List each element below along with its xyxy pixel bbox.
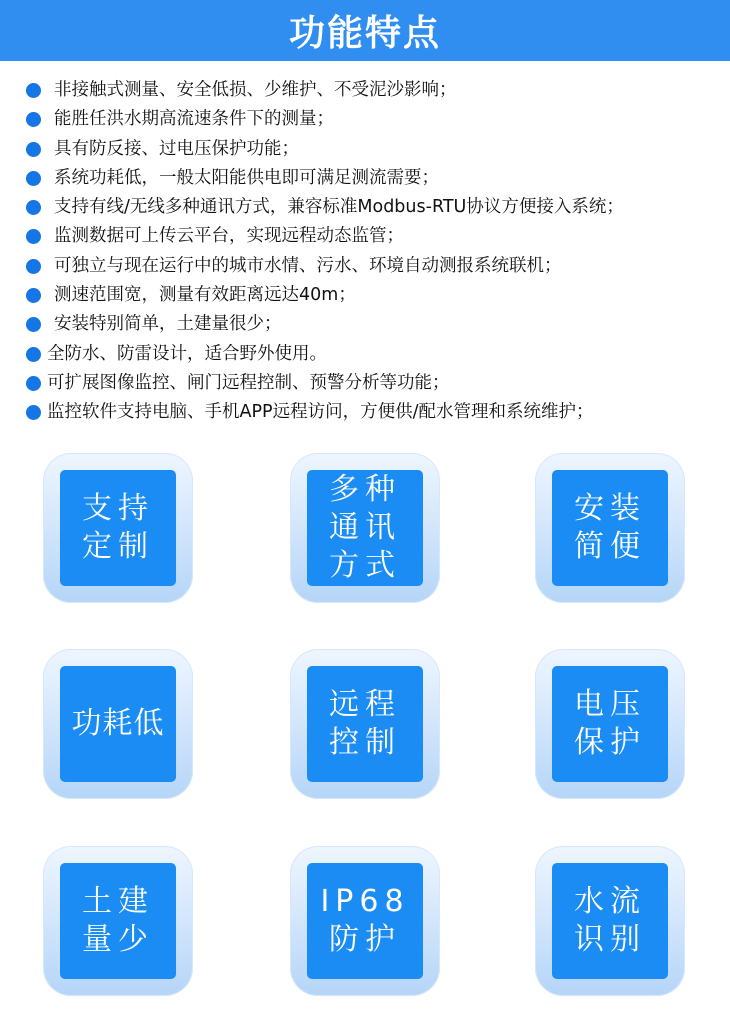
- feature-tile-voltage-protection: [535, 649, 685, 799]
- tile-label: 土建 量少: [82, 884, 154, 957]
- feature-text: 系统功耗低，一般太阳能供电即可满足测流需要；: [54, 167, 439, 188]
- tile-label: 水流 识别: [574, 884, 646, 957]
- bullet-icon: [26, 405, 41, 420]
- feature-item: [0, 369, 730, 398]
- feature-item: [0, 340, 730, 369]
- feature-tile-civil-works: [43, 846, 193, 996]
- feature-item: [0, 310, 730, 339]
- bullet-icon: [26, 347, 41, 362]
- tile-label: 支持 定制: [82, 491, 154, 564]
- bullet-icon: [26, 83, 41, 98]
- tile-label: 功耗低: [71, 706, 165, 741]
- feature-text: 安装特别简单，土建量很少；: [54, 314, 282, 335]
- bullet-icon: [26, 200, 41, 215]
- bullet-icon: [26, 317, 41, 332]
- feature-text: 可独立与现在运行中的城市水情、污水、环境自动测报系统联机；: [54, 255, 562, 276]
- feature-item: [0, 222, 730, 251]
- feature-item: [0, 164, 730, 193]
- tile-label: IP68 防护: [320, 884, 410, 957]
- feature-text: 监测数据可上传云平台，实现远程动态监管；: [54, 226, 404, 247]
- feature-text: 支持有线/无线多种通讯方式，兼容标准Modbus-RTU协议方便接入系统；: [54, 197, 624, 218]
- tile-label: 安装 简便: [574, 491, 646, 564]
- bullet-icon: [26, 229, 41, 244]
- tile-label: 电压 保护: [574, 687, 646, 760]
- feature-item: [0, 76, 730, 105]
- bullet-icon: [26, 142, 41, 157]
- feature-item: [0, 193, 730, 222]
- feature-tile-custom: [43, 453, 193, 603]
- feature-item: [0, 135, 730, 164]
- feature-text: 全防水、防雷设计，适合野外使用。: [47, 343, 327, 364]
- bullet-icon: [26, 171, 41, 186]
- feature-tile-flow-detection: [535, 846, 685, 996]
- bullet-icon: [26, 376, 41, 391]
- feature-text: 能胜任洪水期高流速条件下的测量；: [54, 109, 334, 130]
- feature-tile-communication: [290, 453, 440, 603]
- feature-text: 监控软件支持电脑、手机APP远程访问，方便供/配水管理和系统维护；: [47, 402, 594, 423]
- feature-text: 具有防反接、过电压保护功能；: [54, 138, 299, 159]
- feature-item: [0, 105, 730, 134]
- feature-tile-low-power: [43, 649, 193, 799]
- feature-tile-remote-control: [290, 649, 440, 799]
- header-banner: [0, 0, 730, 61]
- feature-list: [0, 76, 730, 428]
- feature-item: [0, 398, 730, 427]
- feature-text: 测速范围宽，测量有效距离远达40m；: [54, 285, 356, 306]
- page-title: 功能特点: [288, 13, 441, 54]
- feature-item: [0, 252, 730, 281]
- feature-tile-ip68: [290, 846, 440, 996]
- bullet-icon: [26, 288, 41, 303]
- tile-label: 多种 通讯 方式: [329, 472, 401, 583]
- feature-text: 非接触式测量、安全低损、少维护、不受泥沙影响；: [54, 80, 457, 100]
- bullet-icon: [26, 112, 41, 127]
- feature-tile-installation: [535, 453, 685, 603]
- feature-item: [0, 281, 730, 310]
- tile-label: 远程 控制: [329, 687, 401, 760]
- feature-text: 可扩展图像监控、闸门远程控制、预警分析等功能；: [47, 372, 450, 393]
- bullet-icon: [26, 259, 41, 274]
